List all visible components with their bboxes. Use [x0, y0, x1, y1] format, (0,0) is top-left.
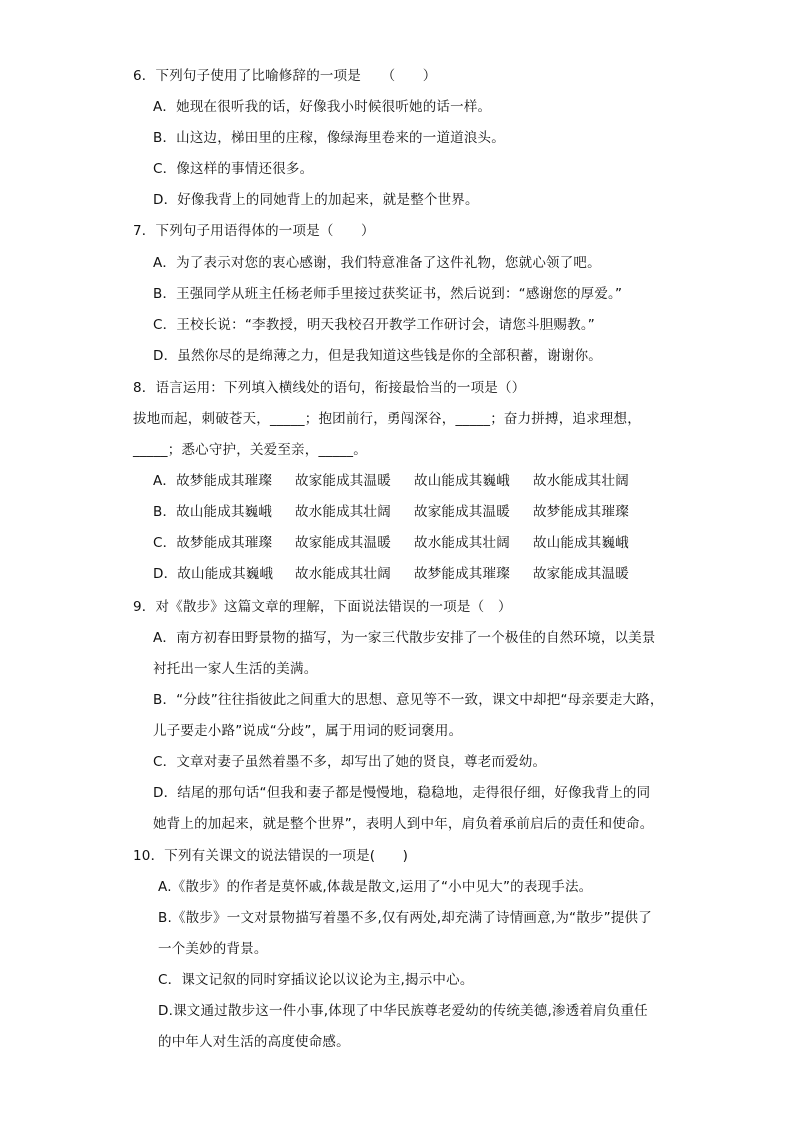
q6-option-b: B．山这边，梯田里的庄稼，像绿海里卷来的一道道浪头。: [153, 130, 505, 146]
q8-stem: 8．语言运用：下列填入横线处的语句，衔接最恰当的一项是（）: [133, 380, 526, 396]
q10-option-d-line-2: 的中年人对生活的高度使命感。: [158, 1034, 350, 1050]
q9-option-d-line-1: D．结尾的那句话“但我和妻子都是慢慢地，稳稳地，走得很仔细，好像我背上的同: [153, 785, 651, 801]
q7-stem: 7．下列句子用语得体的一项是（ ）: [133, 223, 375, 239]
q9-option-b-line-1: B．“分歧”往往指彼此之间重大的思想、意见等不一致，课文中却把“母亲要走大路，: [153, 692, 664, 708]
q9-option-c: C．文章对妻子虽然着墨不多，却写出了她的贤良，尊老而爱幼。: [153, 754, 547, 770]
q6-stem: 6．下列句子使用了比喻修辞的一项是 （ ）: [133, 68, 437, 84]
q10-stem: 10．下列有关课文的说法错误的一项是( ): [133, 848, 409, 864]
q9-option-d-line-2: 她背上的加起来，就是整个世界”，表明人到中年，肩负着承前启后的责任和使命。: [153, 816, 654, 832]
q8-text-line-2: _____；悉心守护，关爱至亲，_____。: [133, 442, 367, 458]
q8-option-c: C．故梦能成其璀璨 故家能成其温暖 故水能成其壮阔 故山能成其巍峨: [153, 535, 629, 551]
q9-option-a-line-1: A．南方初春田野景物的描写，为一家三代散步安排了一个极佳的自然环境，以美景: [153, 630, 656, 646]
q8-text-line-1: 拔地而起，刺破苍天，_____；抱团前行，勇闯深谷，_____；奋力拼搏，追求理想，: [133, 411, 641, 427]
q10-option-b-line-2: 一个美妙的背景。: [158, 941, 268, 957]
q9-stem: 9．对《散步》这篇文章的理解，下面说法错误的一项是（ ）: [133, 599, 512, 615]
q9-option-b-line-2: 儿子要走小路”说成“分歧”，属于用词的贬词褒用。: [153, 723, 463, 739]
q6-option-a: A．她现在很听我的话，好像我小时候很听她的话一样。: [153, 99, 492, 115]
q10-option-c: C．课文记叙的同时穿插议论以议论为主,揭示中心。: [158, 972, 474, 988]
q7-option-a: A．为了表示对您的衷心感谢，我们特意准备了这件礼物，您就心领了吧。: [153, 255, 601, 271]
q8-option-a: A．故梦能成其璀璨 故家能成其温暖 故山能成其巍峨 故水能成其壮阔: [153, 473, 629, 489]
q7-option-d: D．虽然你尽的是绵薄之力，但是我知道这些钱是你的全部积蓄，谢谢你。: [153, 348, 602, 364]
q6-option-d: D．好像我背上的同她背上的加起来，就是整个世界。: [153, 192, 479, 208]
q10-option-b-line-1: B.《散步》一文对景物描写着墨不多,仅有两处,却充满了诗情画意,为“散步”提供了: [158, 910, 652, 926]
q7-option-b: B．王强同学从班主任杨老师手里接过获奖证书，然后说到：“感谢您的厚爱。”: [153, 286, 623, 302]
q10-option-a: A.《散步》的作者是莫怀戚,体裁是散文,运用了“小中见大”的表现手法。: [158, 879, 593, 895]
q7-option-c: C．王校长说：“李教授，明天我校召开教学工作研讨会，请您斗胆赐教。”: [153, 317, 595, 333]
q8-option-d: D．故山能成其巍峨 故水能成其壮阔 故梦能成其璀璨 故家能成其温暖: [153, 566, 629, 582]
q8-option-b: B．故山能成其巍峨 故水能成其壮阔 故家能成其温暖 故梦能成其璀璨: [153, 504, 629, 520]
q10-option-d-line-1: D.课文通过散步这一件小事,体现了中华民族尊老爱幼的传统美德,渗透着肩负重任: [158, 1003, 648, 1019]
q6-option-c: C．像这样的事情还很多。: [153, 161, 314, 177]
q9-option-a-line-2: 衬托出一家人生活的美满。: [153, 661, 318, 677]
